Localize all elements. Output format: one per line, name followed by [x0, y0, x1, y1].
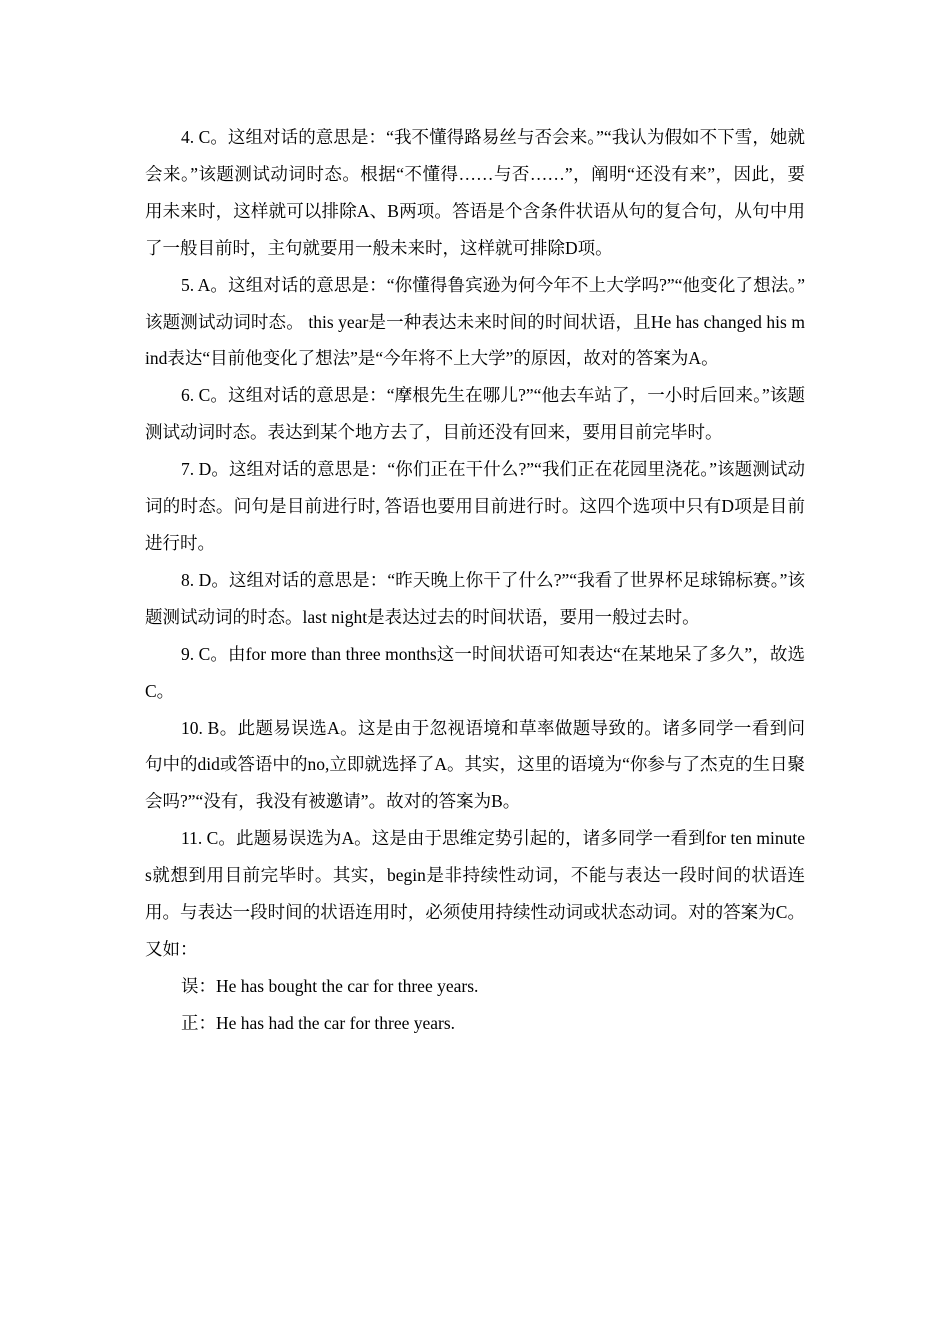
answer-paragraph-8: 8. D。这组对话的意思是：“昨天晚上你干了什么?”“我看了世界杯足球锦标赛。”该题测试动词的时态。last night是表达过去的时间状语，要用一般过去时。 [145, 569, 805, 627]
answer-paragraph-9: 9. C。由for more than three months这一时间状语可知表达“在某地呆了多久”，故选C。 [145, 643, 805, 701]
example-wrong: 误：He has bought the car for three years. [181, 975, 479, 996]
answer-paragraph-10: 10. B。此题易误选A。这是由于忽视语境和草率做题导致的。诸多同学一看到问句中的did或答语中的no,立即就选择了A。其实，这里的语境为“你参与了杰克的生日聚会吗?”“没有，我没有被邀请”。故对的答案为B。 [145, 717, 805, 812]
answer-paragraph-4: 4. C。这组对话的意思是：“我不懂得路易丝与否会来。”“我认为假如不下雪，她就会来。”该题测试动词时态。根据“不懂得……与否……”，阐明“还没有来”，因此，要用未来时，这样就可以排除A、B两项。答语是个含条件状语从句的复合句，从句中用了一般目前时，主句就要用一般未来时，这样就可排除D项。 [145, 127, 805, 258]
example-right: 正：He has had the car for three years. [181, 1012, 456, 1033]
document-page [145, 119, 805, 1042]
answer-paragraph-11: 11. C。此题易误选为A。这是由于思维定势引起的，诸多同学一看到for ten minutes就想到用目前完毕时。其实，begin是非持续性动词，不能与表达一段时间的状语连用。与表达一段时间的状语连用时，必须使用持续性动词或状态动词。对的答案为C。又如： [145, 828, 805, 959]
answer-paragraph-7: 7. D。这组对话的意思是：“你们正在干什么?”“我们正在花园里浇花。”该题测试动词的时态。问句是目前进行时, 答语也要用目前进行时。这四个选项中只有D项是目前进行时。 [145, 459, 805, 553]
answer-paragraph-6: 6. C。这组对话的意思是：“摩根先生在哪儿?”“他去车站了，一小时后回来。”该题测试动词时态。表达到某个地方去了，目前还没有回来，要用目前完毕时。 [145, 385, 805, 443]
answer-paragraph-5: 5. A。这组对话的意思是：“你懂得鲁宾逊为何今年不上大学吗?”“他变化了想法。” 该题测试动词时态。 this year是一种表达未来时间的时间状语，且He has changed his mind表达“目前他变化了想法”是“今年将不上大学”的原因，故对的答案为A。 [145, 274, 805, 369]
